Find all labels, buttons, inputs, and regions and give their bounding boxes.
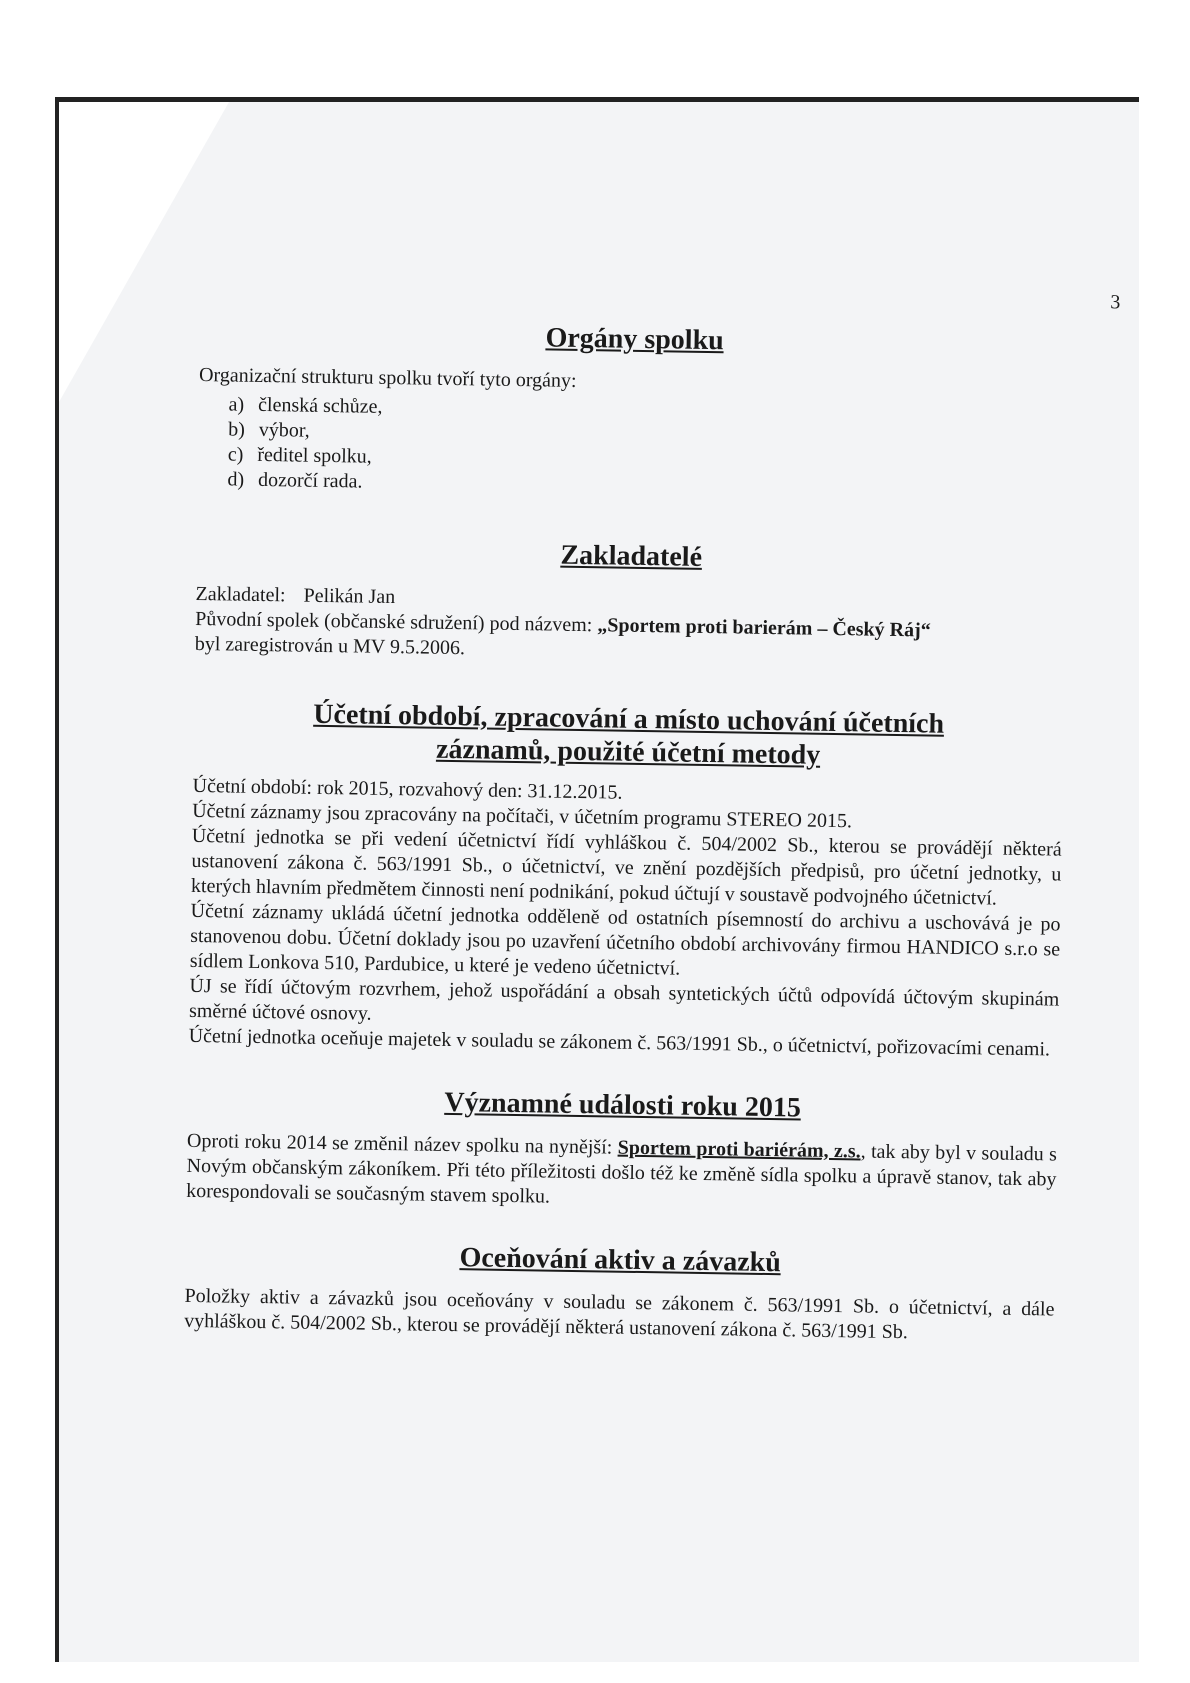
ucetni-p4: Účetní záznamy ukládá účetní jednotka odděleně od ostatních písemností do archivu a uschovává je po stanovenou dobu. Účetní doklady jsou po uzavření účetního období archivovány firmou HANDICO s.r.o se sídlem Lonkova 510, Pardubice, u které je vedeno účetnictví.	[189, 899, 1061, 980]
list-item: a) členská schůze,	[228, 393, 383, 419]
registration-line: byl zaregistrován u MV 9.5.2006.	[194, 633, 466, 660]
udalosti-text: Oproti roku 2014 se změnil název spolku na nynější: Sportem proti bariérám, z.s., tak aby byl v souladu s Novým občanským zákoníkem. Při této příležitosti došlo též ke změně sídla spolku a úpravě stanov, tak aby korespondovali se současným stavem spolku.	[186, 1129, 1058, 1208]
original-name-line: Původní spolek (občanské sdružení) pod názvem: „Sportem proti barierám – Český Ráj“	[195, 608, 931, 642]
organy-intro: Organizační strukturu spolku tvoří tyto orgány:	[198, 364, 577, 393]
founder-line: Zakladatel: Pelikán Jan	[195, 583, 396, 609]
scanned-page	[55, 97, 1139, 1662]
heading-ucetni-line2: záznamů, použité účetní metody	[435, 733, 821, 771]
ucetni-p3: Účetní jednotka se při vedení účetnictví řídí vyhláškou č. 504/2002 Sb., kterou se provádějí některá ustanovení zákona č. 563/1991 Sb., o účetnictví, ve znění pozdějších předpisů, pro účetní jednotky, u kterých hlavním předmětem činnosti není podnikání, pokud účtují v soustavě podvojného účetnictví.	[190, 824, 1062, 910]
page-content	[184, 187, 1121, 1348]
section-oceneni	[184, 1238, 1055, 1348]
section-zakladatele	[195, 534, 1067, 671]
organy-list	[197, 392, 1068, 506]
ucetni-p2: Účetní záznamy jsou zpracovány na počítači, v účetním programu STEREO 2015.	[192, 799, 853, 833]
list-item: c) ředitel spolku,	[227, 443, 372, 468]
page-number: 3	[1110, 291, 1121, 314]
ucetni-p1: Účetní období: rok 2015, rozvahový den: 31.12.2015.	[192, 774, 623, 804]
list-item: d) dozorčí rada.	[227, 468, 363, 493]
list-item: b) výbor,	[228, 418, 310, 442]
heading-ucetni-line1: Účetní období, zpracování a místo uchování účetních	[313, 699, 945, 741]
heading-oceneni: Oceňování aktiv a závazků	[459, 1242, 782, 1279]
heading-zakladatele: Zakladatelé	[560, 539, 703, 574]
heading-organy: Orgány spolku	[545, 322, 724, 357]
section-organy	[197, 187, 1072, 506]
heading-udalosti: Významné události roku 2015	[444, 1086, 802, 1124]
ucetni-p6: Účetní jednotka oceňuje majetek v souladu se zákonem č. 563/1991 Sb., o účetnictví, pořizovacími cenami.	[188, 1024, 1051, 1061]
oceneni-text: Položky aktiv a závazků jsou oceňovány v souladu se zákonem č. 563/1991 Sb. o účetnictví, a dále vyhláškou č. 504/2002 Sb., kterou se provádějí některá ustanovení zákona č. 563/1991 Sb.	[184, 1284, 1055, 1344]
ucetni-p5: ÚJ se řídí účtovým rozvrhem, jehož uspořádání a obsah syntetických účtů odpovídá účtovým skupinám směrné účtové osnovy.	[188, 974, 1060, 1025]
section-udalosti	[186, 1083, 1058, 1218]
section-ucetni	[188, 697, 1063, 1062]
